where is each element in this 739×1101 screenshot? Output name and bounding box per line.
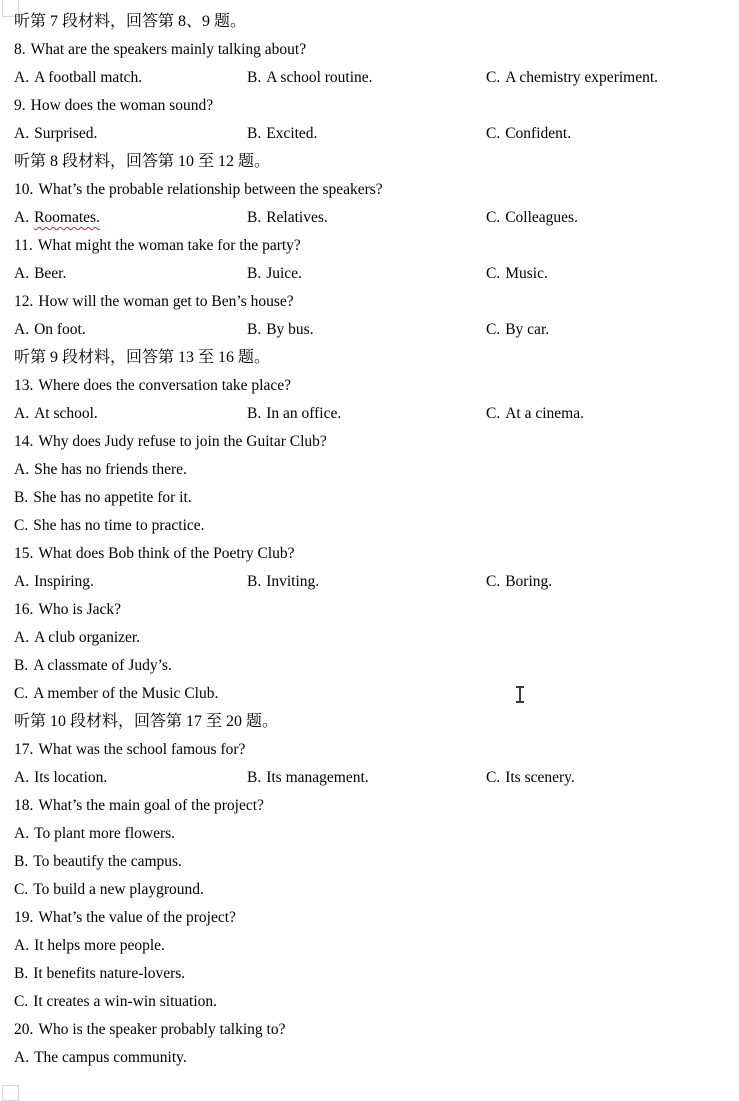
question-text: Who is the speaker probably talking to? — [38, 1021, 286, 1038]
option-label: A. — [14, 405, 30, 422]
option — [14, 120, 247, 148]
option-label: B. — [247, 125, 262, 142]
option-text: Inspiring. — [34, 573, 94, 590]
option-label: A. — [14, 769, 30, 786]
option-label: C. — [486, 769, 501, 786]
question-line — [14, 904, 739, 932]
option-text: Colleagues. — [505, 209, 578, 226]
question-text: What are the speakers mainly talking about? — [30, 41, 307, 58]
option-text: Music. — [505, 265, 548, 282]
option-label: C. — [14, 881, 29, 898]
options-row — [14, 64, 739, 92]
option-text: To plant more flowers. — [34, 825, 176, 842]
option — [14, 64, 247, 92]
question-number: 9. — [14, 97, 26, 114]
option — [486, 568, 739, 596]
option-text: It benefits nature-lovers. — [33, 965, 186, 982]
option-text: Its scenery. — [505, 769, 575, 786]
question-line — [14, 428, 739, 456]
question-text: What’s the value of the project? — [38, 909, 236, 926]
ibeam-bottom-serif — [516, 701, 524, 703]
question-number: 14. — [14, 433, 34, 450]
option-label: B. — [247, 573, 262, 590]
option-label: C. — [486, 265, 501, 282]
question-text: Why does Judy refuse to join the Guitar Club? — [38, 433, 327, 450]
option-label: B. — [247, 69, 262, 86]
option-label: B. — [14, 489, 29, 506]
option-text: On foot. — [34, 321, 86, 338]
option-text: Juice. — [266, 265, 302, 282]
option-text: Its location. — [34, 769, 108, 786]
section-heading: 听第 9 段材料，回答第 13 至 16 题。 — [14, 349, 271, 366]
option-label: A. — [14, 1049, 30, 1066]
option — [14, 932, 739, 960]
option — [486, 120, 739, 148]
question-number: 12. — [14, 293, 34, 310]
option-text: Surprised. — [34, 125, 98, 142]
question-line — [14, 232, 739, 260]
question-text: What’s the main goal of the project? — [38, 797, 264, 814]
option — [14, 624, 739, 652]
question-line — [14, 372, 739, 400]
question-text: How does the woman sound? — [30, 97, 214, 114]
option — [486, 260, 739, 288]
question-text: Where does the conversation take place? — [38, 377, 291, 394]
option-text: The campus community. — [34, 1049, 187, 1066]
section-heading: 听第 8 段材料，回答第 10 至 12 题。 — [14, 153, 271, 170]
option — [247, 568, 486, 596]
option-text: A classmate of Judy’s. — [33, 657, 172, 674]
option-text: At school. — [34, 405, 98, 422]
option-label: B. — [247, 209, 262, 226]
option — [247, 400, 486, 428]
option-label: C. — [14, 685, 29, 702]
question-number: 8. — [14, 41, 26, 58]
option-text: Relatives. — [266, 209, 328, 226]
option — [14, 876, 739, 904]
option-label: A. — [14, 209, 30, 226]
option-text: At a cinema. — [505, 405, 584, 422]
question-line — [14, 736, 739, 764]
question-line — [14, 36, 739, 64]
option — [14, 400, 247, 428]
section-heading: 听第 10 段材料，回答第 17 至 20 题。 — [14, 713, 279, 730]
option — [14, 484, 739, 512]
option-label: C. — [486, 321, 501, 338]
question-number: 13. — [14, 377, 34, 394]
option-text: It creates a win-win situation. — [33, 993, 218, 1010]
option — [247, 204, 486, 232]
option-label: A. — [14, 573, 30, 590]
option-text: She has no friends there. — [34, 461, 187, 478]
option — [247, 64, 486, 92]
option-label: B. — [247, 321, 262, 338]
question-text: What might the woman take for the party? — [37, 237, 301, 254]
question-line — [14, 792, 739, 820]
option-label: B. — [14, 853, 29, 870]
option-label: A. — [14, 125, 30, 142]
question-line — [14, 92, 739, 120]
option-label: B. — [14, 965, 29, 982]
text-cursor-ibeam — [515, 686, 525, 703]
document-content — [14, 8, 739, 1072]
option-text: A member of the Music Club. — [33, 685, 219, 702]
options-row — [14, 316, 739, 344]
option-label: A. — [14, 321, 30, 338]
option-text: Beer. — [34, 265, 67, 282]
question-number: 20. — [14, 1021, 34, 1038]
option-label: B. — [14, 657, 29, 674]
option — [14, 848, 739, 876]
option-text: Boring. — [505, 573, 553, 590]
question-number: 17. — [14, 741, 34, 758]
option-label: A. — [14, 937, 30, 954]
option — [14, 260, 247, 288]
option — [14, 820, 739, 848]
question-line — [14, 596, 739, 624]
option — [486, 204, 739, 232]
option-label: A. — [14, 461, 30, 478]
question-line — [14, 288, 739, 316]
option-label: C. — [486, 69, 501, 86]
question-text: How will the woman get to Ben’s house? — [38, 293, 294, 310]
option-label: C. — [486, 405, 501, 422]
option-text: A school routine. — [266, 69, 373, 86]
option-text: By car. — [505, 321, 550, 338]
option — [486, 316, 739, 344]
option-label: B. — [247, 769, 262, 786]
question-number: 19. — [14, 909, 34, 926]
question-number: 16. — [14, 601, 34, 618]
option — [247, 764, 486, 792]
option-label: B. — [247, 265, 262, 282]
options-row — [14, 120, 739, 148]
question-number: 11. — [14, 237, 33, 254]
text-boundary-mark-bottom — [2, 1085, 19, 1101]
question-number: 15. — [14, 545, 34, 562]
options-row — [14, 260, 739, 288]
options-row — [14, 204, 739, 232]
option — [14, 512, 739, 540]
option-text: To build a new playground. — [33, 881, 204, 898]
options-row — [14, 400, 739, 428]
section-heading: 听第 7 段材料，回答第 8、9 题。 — [14, 13, 247, 30]
option — [14, 764, 247, 792]
option-text: She has no time to practice. — [33, 517, 205, 534]
option-text: Excited. — [266, 125, 318, 142]
option — [14, 456, 739, 484]
option — [14, 988, 739, 1016]
option — [14, 960, 739, 988]
option-label: C. — [14, 517, 29, 534]
question-text: Who is Jack? — [38, 601, 122, 618]
option — [14, 680, 739, 708]
question-text: What was the school famous for? — [38, 741, 246, 758]
option-text: A chemistry experiment. — [505, 69, 659, 86]
option-text: By bus. — [266, 321, 314, 338]
option — [247, 120, 486, 148]
option — [486, 400, 739, 428]
option-text: Its management. — [266, 769, 369, 786]
option-text: A football match. — [34, 69, 143, 86]
question-text: What does Bob think of the Poetry Club? — [38, 545, 295, 562]
option — [247, 260, 486, 288]
option — [486, 764, 739, 792]
option — [14, 204, 247, 232]
option-text: To beautify the campus. — [33, 853, 182, 870]
question-line — [14, 1016, 739, 1044]
option-label: C. — [14, 993, 29, 1010]
question-line — [14, 176, 739, 204]
option-text: Roomates. — [34, 209, 100, 226]
question-line — [14, 540, 739, 568]
option-label: C. — [486, 573, 501, 590]
option — [14, 652, 739, 680]
option-label: A. — [14, 69, 30, 86]
option-label: A. — [14, 265, 30, 282]
option-label: A. — [14, 825, 30, 842]
options-row — [14, 764, 739, 792]
option-text: In an office. — [266, 405, 342, 422]
option-label: A. — [14, 629, 30, 646]
option — [14, 568, 247, 596]
option-label: C. — [486, 209, 501, 226]
options-row — [14, 568, 739, 596]
option — [14, 316, 247, 344]
question-number: 10. — [14, 181, 34, 198]
question-text: What’s the probable relationship between the speakers? — [38, 181, 383, 198]
option-label: C. — [486, 125, 501, 142]
option — [247, 316, 486, 344]
option-label: B. — [247, 405, 262, 422]
option-text: A club organizer. — [34, 629, 141, 646]
option — [14, 1044, 739, 1072]
option — [486, 64, 739, 92]
option-text: She has no appetite for it. — [33, 489, 192, 506]
option-text: It helps more people. — [34, 937, 165, 954]
option-text: Inviting. — [266, 573, 320, 590]
option-text: Confident. — [505, 125, 572, 142]
question-number: 18. — [14, 797, 34, 814]
